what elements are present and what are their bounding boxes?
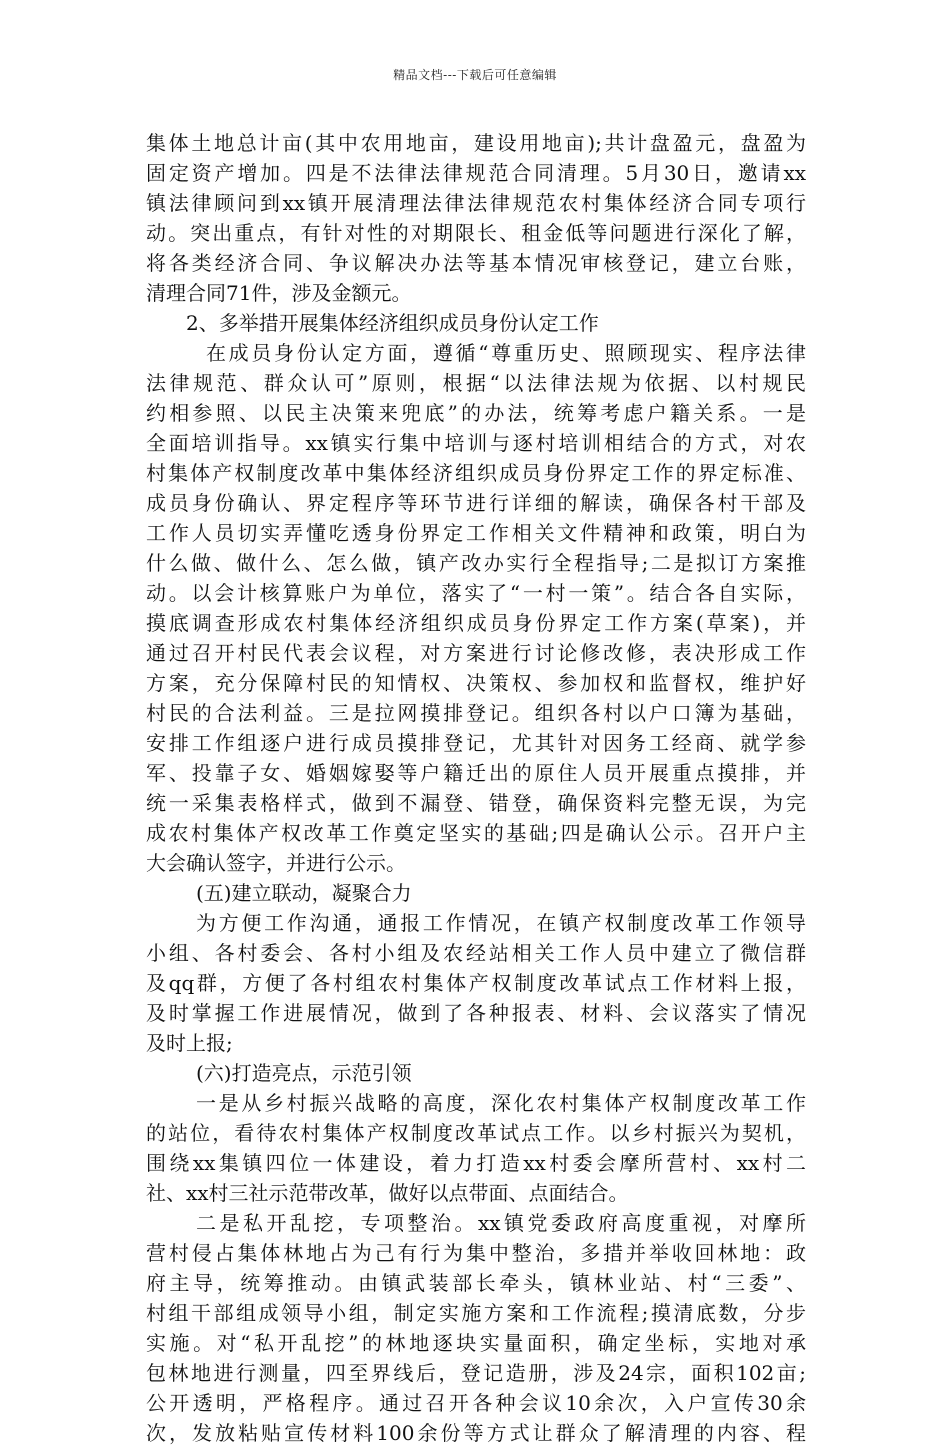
paragraph-line: 村组干部组成领导小组，制定实施方案和工作流程;摸清底数，分步 — [146, 1301, 806, 1325]
paragraph-line: 成员身份确认、界定程序等环节进行详细的解读，确保各村干部及 — [146, 491, 806, 515]
paragraph-line: 营村侵占集体林地占为己有行为集中整治，多措并举收回林地：政 — [146, 1241, 806, 1265]
paragraph-line: 固定资产增加。四是不法律法律规范合同清理。5月30日，邀请xx — [146, 161, 806, 185]
paragraph-line: 镇法律顾问到xx镇开展清理法律法律规范农村集体经济合同专项行 — [146, 191, 806, 215]
paragraph-line: 动。以会计核算账户为单位，落实了“一村一策”。结合各自实际， — [146, 581, 806, 605]
paragraph-line: 动。突出重点，有针对性的对期限长、租金低等问题进行深化了解， — [146, 221, 806, 245]
section-heading: (五)建立联动，凝聚合力 — [196, 881, 412, 905]
paragraph-line: 围绕xx集镇四位一体建设，着力打造xx村委会摩所营村、xx村二 — [146, 1151, 806, 1175]
paragraph-line: 包林地进行测量，四至界线后，登记造册，涉及24宗，面积102亩; — [146, 1361, 806, 1385]
paragraph-line: 集体土地总计亩(其中农用地亩，建设用地亩);共计盘盈元，盘盈为 — [146, 131, 806, 155]
paragraph-line: 通过召开村民代表会议程，对方案进行讨论修改修，表决形成工作 — [146, 641, 806, 665]
page-header: 精品文档---下载后可任意编辑 — [393, 68, 557, 82]
paragraph-line: 大会确认签字，并进行公示。 — [146, 851, 406, 875]
paragraph-line: 成农村集体产权改革工作奠定坚实的基础;四是确认公示。召开户主 — [146, 821, 806, 845]
paragraph-line: 一是从乡村振兴战略的高度，深化农村集体产权制度改革工作 — [196, 1091, 806, 1115]
paragraph-line: 村集体产权制度改革中集体经济组织成员身份界定工作的界定标准、 — [146, 461, 806, 485]
paragraph-line: 什么做、做什么、怎么做，镇产改办实行全程指导;二是拟订方案推 — [146, 551, 806, 575]
document-body — [146, 128, 806, 1448]
paragraph-line: 及时掌握工作进展情况，做到了各种报表、材料、会议落实了情况 — [146, 1001, 806, 1025]
section-heading: (六)打造亮点，示范引领 — [196, 1061, 412, 1085]
paragraph-line: 实施。对“私开乱挖”的林地逐块实量面积，确定坐标，实地对承 — [146, 1331, 806, 1355]
paragraph-line: 二是私开乱挖，专项整治。xx镇党委政府高度重视，对摩所 — [196, 1211, 806, 1235]
paragraph-line: 小组、各村委会、各村小组及农经站相关工作人员中建立了微信群 — [146, 941, 806, 965]
paragraph-line: 军、投靠子女、婚姻嫁娶等户籍迁出的原住人员开展重点摸排，并 — [146, 761, 806, 785]
paragraph-line: 将各类经济合同、争议解决办法等基本情况审核登记，建立台账， — [146, 251, 806, 275]
paragraph-line: 安排工作组逐户进行成员摸排登记，尤其针对因务工经商、就学参 — [146, 731, 806, 755]
paragraph-line: 及qq群，方便了各村组农村集体产权制度改革试点工作材料上报， — [146, 971, 806, 995]
section-heading: 2、多举措开展集体经济组织成员身份认定工作 — [186, 311, 599, 335]
paragraph-line: 在成员身份认定方面，遵循“尊重历史、照顾现实、程序法律 — [206, 341, 806, 365]
paragraph-line: 工作人员切实弄懂吃透身份界定工作相关文件精神和政策，明白为 — [146, 521, 806, 545]
paragraph-line: 次，发放粘贴宣传材料100余份等方式让群众了解清理的内容、程 — [146, 1421, 806, 1445]
paragraph-line: 全面培训指导。xx镇实行集中培训与逐村培训相结合的方式，对农 — [146, 431, 806, 455]
paragraph-line: 社、xx村三社示范带改革，做好以点带面、点面结合。 — [146, 1181, 629, 1205]
paragraph-line: 摸底调查形成农村集体经济组织成员身份界定工作方案(草案)，并 — [146, 611, 806, 635]
paragraph-line: 村民的合法利益。三是拉网摸排登记。组织各村以户口簿为基础， — [146, 701, 806, 725]
paragraph-line: 法律规范、群众认可”原则，根据“以法律法规为依据、以村规民 — [146, 371, 806, 395]
paragraph-line: 为方便工作沟通，通报工作情况，在镇产权制度改革工作领导 — [196, 911, 806, 935]
paragraph-line: 的站位，看待农村集体产权制度改革试点工作。以乡村振兴为契机， — [146, 1121, 806, 1145]
paragraph-line: 及时上报; — [146, 1031, 233, 1055]
paragraph-line: 清理合同71件，涉及金额元。 — [146, 281, 412, 305]
paragraph-line: 约相参照、以民主决策来兜底”的办法，统筹考虑户籍关系。一是 — [146, 401, 806, 425]
paragraph-line: 公开透明，严格程序。通过召开各种会议10余次，入户宣传30余 — [146, 1391, 806, 1415]
paragraph-line: 统一采集表格样式，做到不漏登、错登，确保资料完整无误，为完 — [146, 791, 806, 815]
paragraph-line: 方案，充分保障村民的知情权、决策权、参加权和监督权，维护好 — [146, 671, 806, 695]
paragraph-line: 府主导，统筹推动。由镇武装部长牵头，镇林业站、村“三委”、 — [146, 1271, 806, 1295]
